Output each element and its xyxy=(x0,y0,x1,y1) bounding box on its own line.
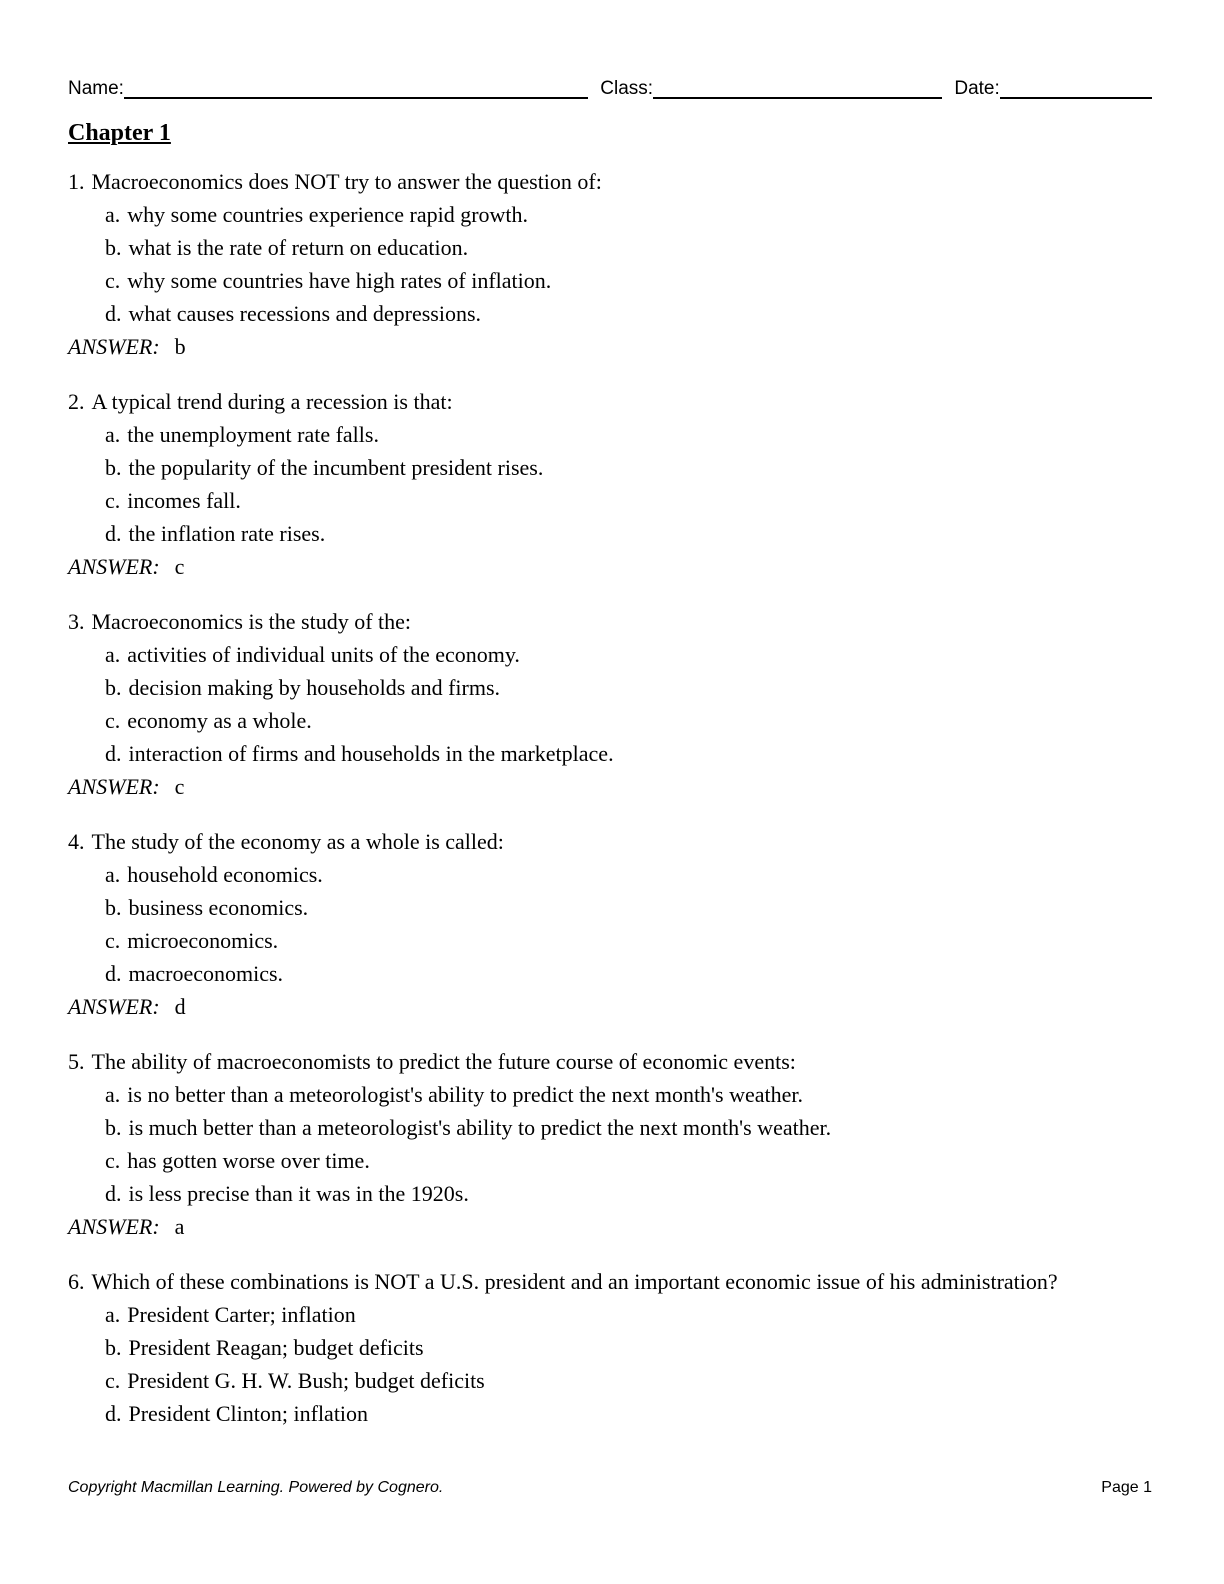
option-text: has gotten worse over time. xyxy=(127,1148,370,1173)
page-footer xyxy=(68,1478,1152,1497)
question-text: 4. The study of the economy as a whole is called: xyxy=(68,829,504,854)
option-text: microeconomics. xyxy=(127,928,279,953)
option-letter: b. xyxy=(105,675,122,700)
class-blank-line xyxy=(653,97,942,99)
question-number: 3. xyxy=(68,609,85,634)
option-row xyxy=(68,737,1152,770)
option-row xyxy=(68,264,1152,297)
option-text: interaction of firms and households in the marketplace. xyxy=(128,741,614,766)
option-text: economy as a whole. xyxy=(127,708,312,733)
answer-letter: c xyxy=(174,554,185,579)
option-row xyxy=(68,924,1152,957)
answer-row xyxy=(68,770,1152,803)
option-row xyxy=(68,451,1152,484)
question-block-4 xyxy=(68,825,1152,1023)
option-letter: c. xyxy=(105,268,121,293)
option-text: is much better than a meteorologist's ability to predict the next month's weather. xyxy=(128,1115,832,1140)
question-number: 1. xyxy=(68,169,85,194)
option-letter: d. xyxy=(105,1401,122,1426)
option-row xyxy=(68,1397,1152,1430)
answer-label: ANSWER: xyxy=(68,1214,160,1239)
option-row xyxy=(68,231,1152,264)
question-text: 2. A typical trend during a recession is that: xyxy=(68,389,453,414)
option-letter: c. xyxy=(105,1148,121,1173)
option-row xyxy=(68,484,1152,517)
option-letter: b. xyxy=(105,1115,122,1140)
option-letter: a. xyxy=(105,1302,121,1327)
option-row xyxy=(68,1298,1152,1331)
option-letter: d. xyxy=(105,521,122,546)
answer-letter: d xyxy=(174,994,186,1019)
option-text: President Carter; inflation xyxy=(127,1302,356,1327)
question-number: 2. xyxy=(68,389,85,414)
name-label: Name: xyxy=(68,78,124,99)
option-text: the popularity of the incumbent president rises. xyxy=(128,455,544,480)
option-row xyxy=(68,1331,1152,1364)
option-text: is no better than a meteorologist's ability to predict the next month's weather. xyxy=(127,1082,803,1107)
option-row xyxy=(68,638,1152,671)
option-row xyxy=(68,1177,1152,1210)
question-block-3 xyxy=(68,605,1152,803)
option-letter: b. xyxy=(105,1335,122,1360)
option-text: macroeconomics. xyxy=(128,961,284,986)
answer-row xyxy=(68,1210,1152,1243)
option-text: why some countries experience rapid growth. xyxy=(127,202,529,227)
answer-label: ANSWER: xyxy=(68,334,160,359)
option-row xyxy=(68,858,1152,891)
option-letter: a. xyxy=(105,862,121,887)
answer-label: ANSWER: xyxy=(68,774,160,799)
option-letter: b. xyxy=(105,455,122,480)
option-text: what causes recessions and depressions. xyxy=(128,301,482,326)
option-text: decision making by households and firms. xyxy=(128,675,501,700)
option-row xyxy=(68,418,1152,451)
option-row xyxy=(68,671,1152,704)
option-letter: d. xyxy=(105,741,122,766)
option-text: activities of individual units of the economy. xyxy=(127,642,520,667)
option-row xyxy=(68,1364,1152,1397)
answer-row xyxy=(68,550,1152,583)
answer-letter: c xyxy=(174,774,185,799)
option-text: household economics. xyxy=(127,862,323,887)
date-label: Date: xyxy=(954,78,1000,99)
question-block-6 xyxy=(68,1265,1152,1430)
option-text: business economics. xyxy=(128,895,309,920)
question-block-1 xyxy=(68,165,1152,363)
class-label: Class: xyxy=(600,78,654,99)
option-text: incomes fall. xyxy=(127,488,241,513)
question-text: 6. Which of these combinations is NOT a U.S. president and an important economic issue of his administration? xyxy=(68,1269,1058,1294)
option-row xyxy=(68,198,1152,231)
option-letter: d. xyxy=(105,961,122,986)
option-letter: c. xyxy=(105,488,121,513)
question-number: 6. xyxy=(68,1269,85,1294)
question-text: 1. Macroeconomics does NOT try to answer the question of: xyxy=(68,169,602,194)
answer-label: ANSWER: xyxy=(68,994,160,1019)
option-row xyxy=(68,1078,1152,1111)
copyright-text: Copyright Macmillan Learning. Powered by Cognero. xyxy=(68,1479,444,1496)
option-text: the unemployment rate falls. xyxy=(127,422,379,447)
answer-letter: a xyxy=(174,1214,185,1239)
option-letter: b. xyxy=(105,235,122,260)
answer-row xyxy=(68,990,1152,1023)
option-text: why some countries have high rates of inflation. xyxy=(127,268,552,293)
option-text: what is the rate of return on education. xyxy=(128,235,469,260)
option-letter: d. xyxy=(105,301,122,326)
option-row xyxy=(68,957,1152,990)
option-text: President Reagan; budget deficits xyxy=(128,1335,424,1360)
option-text: is less precise than it was in the 1920s. xyxy=(128,1181,469,1206)
question-list xyxy=(68,165,1152,1430)
chapter-title: Chapter 1 xyxy=(68,120,171,146)
header-fillin-row xyxy=(68,76,1152,100)
option-letter: c. xyxy=(105,708,121,733)
option-row xyxy=(68,891,1152,924)
answer-row xyxy=(68,330,1152,363)
option-text: President Clinton; inflation xyxy=(128,1401,369,1426)
option-row xyxy=(68,517,1152,550)
question-number: 5. xyxy=(68,1049,85,1074)
option-letter: a. xyxy=(105,422,121,447)
answer-letter: b xyxy=(174,334,186,359)
option-letter: a. xyxy=(105,642,121,667)
option-row xyxy=(68,1144,1152,1177)
option-letter: d. xyxy=(105,1181,122,1206)
question-number: 4. xyxy=(68,829,85,854)
option-text: the inflation rate rises. xyxy=(128,521,326,546)
option-letter: c. xyxy=(105,1368,121,1393)
date-blank-line xyxy=(1000,97,1152,99)
page-number: Page 1 xyxy=(1101,1479,1152,1496)
question-text: 3. Macroeconomics is the study of the: xyxy=(68,609,412,634)
option-letter: a. xyxy=(105,202,121,227)
option-letter: b. xyxy=(105,895,122,920)
option-row xyxy=(68,297,1152,330)
option-row xyxy=(68,1111,1152,1144)
option-letter: c. xyxy=(105,928,121,953)
answer-label: ANSWER: xyxy=(68,554,160,579)
name-blank-line xyxy=(124,97,588,99)
option-letter: a. xyxy=(105,1082,121,1107)
option-text: President G. H. W. Bush; budget deficits xyxy=(127,1368,485,1393)
question-block-2 xyxy=(68,385,1152,583)
question-text: 5. The ability of macroeconomists to predict the future course of economic events: xyxy=(68,1049,796,1074)
option-row xyxy=(68,704,1152,737)
question-block-5 xyxy=(68,1045,1152,1243)
